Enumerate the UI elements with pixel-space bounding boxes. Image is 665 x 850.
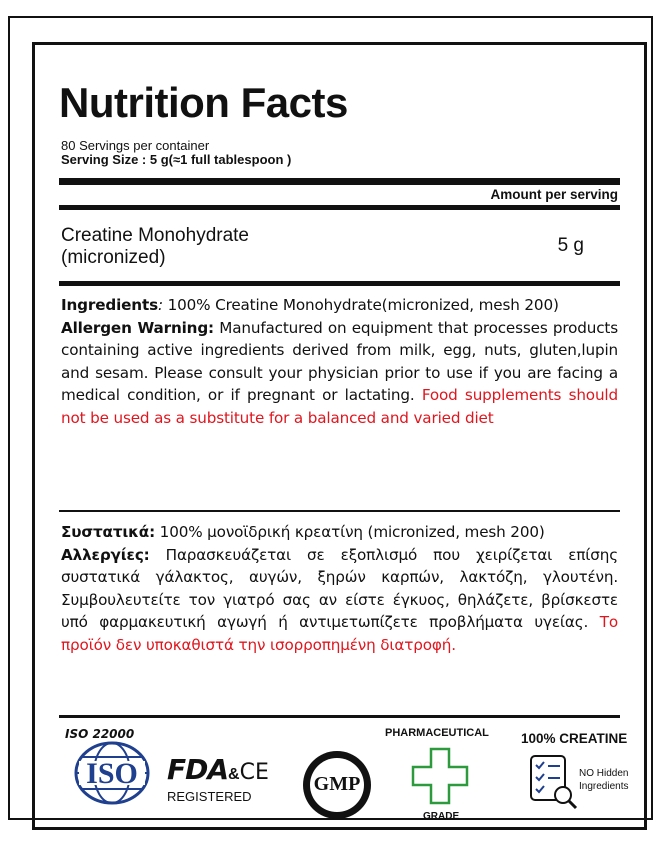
greek-section [61, 521, 618, 657]
nutrition-panel [32, 42, 647, 830]
ingredients-colon: : [157, 296, 163, 314]
divider-english-greek [59, 510, 620, 512]
certification-logos [59, 727, 629, 827]
creatine-title: 100% CREATINE [521, 731, 628, 746]
fda-registered-label: REGISTERED [167, 789, 252, 804]
greek-ingredients-text: 100% μονοϊδρική κρεατίνη (micronized, mesh 200) [155, 523, 545, 541]
checklist-magnifier-icon [529, 753, 579, 811]
supplement-warning: Food supplements should not be used as a substitute for a balanced and varied diet [61, 386, 618, 427]
thick-divider-amount [59, 205, 620, 210]
grade-label: GRADE [423, 811, 460, 822]
gmp-text: GMP [313, 773, 361, 795]
thick-divider-nutrient [59, 281, 620, 286]
greek-supplement-warning: Το προϊόν δεν υποκαθιστά την ισορροπημένη διατροφή. [61, 613, 618, 654]
greek-allergen-label: Αλλεργίες: [61, 545, 150, 564]
nutrient-name-line2: (micronized) [61, 247, 166, 268]
pharmaceutical-grade-badge [385, 727, 505, 827]
no-hidden-line2: Ingredients [579, 781, 629, 792]
fda-ce-badge [167, 755, 277, 815]
gmp-seal [301, 749, 373, 821]
ingredients-label: Ingredients [61, 296, 158, 314]
medical-cross-icon [411, 747, 469, 805]
iso-22000-label: ISO 22000 [65, 727, 135, 741]
ingredients-text: 100% Creatine Monohydrate(micronized, mesh 200) [162, 296, 559, 314]
no-hidden-line1: NO Hidden [579, 768, 629, 779]
fda-ampersand: & [228, 766, 240, 783]
greek-ingredients-label: Συστατικά: [61, 523, 155, 541]
serving-size: Serving Size : 5 g(≈1 full tablespoon ) [61, 152, 292, 167]
fda-ce-row [167, 755, 269, 790]
english-section [61, 294, 618, 430]
divider-logos [59, 715, 620, 718]
iso-main-text: ISO [86, 757, 138, 790]
ce-mark-text: CE [239, 760, 269, 785]
nutrient-amount: 5 g [557, 235, 584, 256]
fda-logo-text: FDA [167, 753, 229, 786]
pharmaceutical-label: PHARMACEUTICAL [385, 727, 489, 739]
nutrient-name-line1: Creatine Monohydrate [61, 225, 249, 246]
no-hidden-ingredients-label [579, 767, 628, 793]
outer-frame [8, 16, 653, 820]
servings-per-container: 80 Servings per container [61, 138, 210, 153]
page-title: Nutrition Facts [59, 79, 348, 126]
allergen-label: Allergen Warning: [61, 318, 214, 337]
amount-per-serving-header: Amount per serving [490, 187, 618, 202]
thick-divider-top [59, 178, 620, 185]
greek-allergen-text: Παρασκευάζεται σε εξοπλισμό που χειρίζεται επίσης συστατικά γάλακτος, αυγών, ξηρών καρπών, λακτόζη, γλουτένη. Συμβουλευτείτε τον γιατρό σας αν είστε έγκυος, θηλάζετε, βρίσκεστε υπό φαρμακευτική αγωγή ή αντιμετωπίζετε προβλήματα υγείας. [61, 545, 618, 632]
creatine-purity-badge [521, 727, 651, 827]
allergen-text: Manufactured on equipment that processes products containing active ingredients derived from milk, egg, nuts, gluten,lupin and sesam. Please consult your physician prior to use if you are facing a medical condition, or if pregnant or lactating. [61, 318, 618, 405]
nutrient-name [61, 225, 249, 269]
iso-badge [65, 727, 155, 817]
